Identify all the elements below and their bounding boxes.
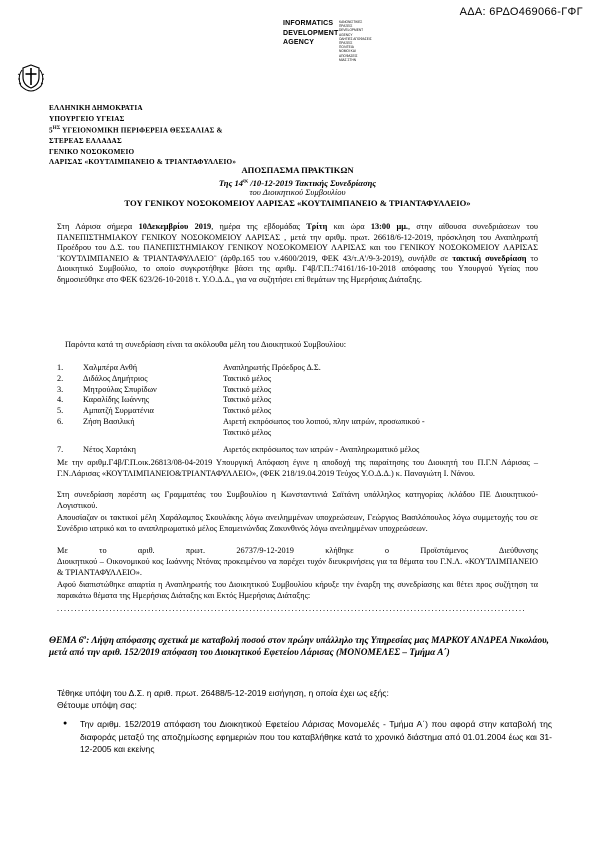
secretary-paragraph: Στη συνεδρίαση παρέστη ως Γραμματέας του Συμβουλίου η Κωνσταντινιά Σαϊτάνη υπάλληλος κατηγορίας /κλάδου ΠΕ Διοικητικού-Λογιστικού. (57, 490, 538, 510)
logo-small: ΑΠΟΦΑΣΕΙΣ (339, 53, 358, 58)
header-line: ΥΠΟΥΡΓΕΙΟ ΥΓΕΙΑΣ (49, 114, 125, 123)
reference-line: Με το αριθ. πρωτ. 26737/9-12-2019 κλήθηκε ο Προϊστάμενος Διεύθυνσης (57, 546, 538, 555)
intro-paragraph: Στη Λάρισα σήμερα 10Δεκεμβρίου 2019, ημέρα της εβδομάδας Τρίτη και ώρα 13:00 μμ., στην αίθουσα συνεδριάσεων του ΠΑΝΕΠΙΣΤΗΜΙΑΚΟΥ ΓΕΝΙΚΟΥ ΝΟΣΟΚΟΜΕΙΟΥ ΛΑΡΙΣΑΣ , μετά την αριθμ. πρωτ. 26618/6-12-2019, πρόσκληση του Αναπληρωτή Προέδρου του Δ.Σ. του ΠΑΝΕΠΙΣΤΗΜΙΑΚΟΥ ΓΕΝΙΚΟΥ ΝΟΣΟΚΟΜΕΙΟΥ ΛΑΡΙΣΑΣ και του ΓΕΝΙΚΟΥ ΝΟΣΟΚΟΜΕΙΟΥ ΛΑΡΙΣΑΣ ¨ΚΟΥΤΛΙΜΠΑΝΕΙΟ & ΤΡΙΑΝΤΑΦΥΛΛΕΙΟ¨ (άρθρ.165 του ν.4600/2019, ΦΕΚ 43/τ.Α'/9-3-2019), συνήλθε σε τακτική συνεδρίαση το Διοικητικό Συμβούλιο, το οποίο συγκροτήθηκε βάσει της αριθμ. Γ4β/Γ.Π.:74161/16-10-2018 απόφασης του Υπουργού Υγείας που δημοσιεύθηκε στο ΦΕΚ 623/26-10-2018 τ. Υ.Ο.Δ.Δ., για να συζητήσει επί θεμάτων της Ημερήσιας Διάταξης. (57, 222, 538, 284)
bullet-paragraph: Την αριθμ. 152/2019 απόφαση του Διοικητικού Εφετείου Λάρισας Μονομελές - Τμήμα Α΄) που αφορά στην καταβολή της διαφοράς μεταξύ της αποζημίωσης εφημεριών που του καταβλήθηκε κατά το χρονικό διάστημα από 01.01.2004 έως και 31-12-2005 και εκείνης (80, 719, 552, 755)
header-line: ΕΛΛΗΝΙΚΗ ΔΗΜΟΚΡΑΤΙΑ (49, 104, 143, 112)
hospital-line: ΤΟΥ ΓΕΝΙΚΟΥ ΝΟΣΟΚΟΜΕΙΟΥ ΛΑΡΙΣΑΣ «ΚΟΥΤΛΙΜΠΑΝΕΙΟ & ΤΡΙΑΝΤΑΦΥΛΛΕΙΟ» (124, 198, 471, 208)
board-line: του Διοικητικού Συμβουλίου (249, 187, 346, 197)
quorum-paragraph: Αφού διαπιστώθηκε απαρτία η Αναπληρωτής του Διοικητικού Συμβουλίου κήρυξε την έναρξη της συνεδρίασης και θέτει προς συζήτηση τα παρακάτω θέματα της Ημερήσιας Διάταξης και Εκτός Ημερήσιας Διάταξης: (57, 580, 538, 600)
logo-small: ΝΟΜΟΙ ΚΑΙ (339, 49, 356, 54)
present-intro: Παρόντα κατά τη συνεδρίαση είναι τα ακόλουθα μέλη του Διοικητικού Συμβουλίου: (65, 340, 347, 349)
informatics-agency-logo (283, 19, 375, 62)
logo-line: AGENCY (283, 39, 315, 47)
header-line: ΓΕΝΙΚΟ ΝΟΣΟΚΟΜΕΙΟ (49, 147, 135, 156)
list-item: 4. Καραλίδης Ιωάννης Τακτικό μέλος (57, 395, 272, 405)
list-item: 6. Ζήση Βασιλική Αιρετή εκπρόσωπος του λοιπού, πλην ιατρών, προσωπικού - (57, 416, 425, 426)
logo-small: DEVELOPMENT AGENCY (339, 28, 364, 37)
list-item: Τακτικό μέλος (223, 427, 272, 437)
header-line: ΛΑΡΙΣΑΣ «ΚΟΥΤΛΙΜΠΑΝΕΙΟ & ΤΡΙΑΝΤΑΦΥΛΛΕΙΟ» (49, 158, 237, 167)
reference-paragraph: Διοικητικού – Οικονομικού κος Ιωάννης Ντόνας προκειμένου να παρέχει τυχόν διευκρινήσεις για τα θέματα του Γ.Ν.Λ. «ΚΟΥΤΛΙΜΠΑΝΕΙΟ & ΤΡΙΑΝΤΑΦΥΛΛΕΙΟ». (57, 557, 538, 577)
list-item: 2. Διδάλος Δημήτριος Τακτικό μέλος (57, 373, 272, 383)
logo-small: ΠΡΑΞΕΙΣ (339, 41, 353, 46)
list-item: 7. Νέτος Χαρτάκη Αιρετός εκπρόσωπος των ιατρών - Αναπληρωματικό μέλος (57, 444, 420, 454)
separator-dots: ...................................................................................................................................... (57, 604, 526, 613)
session-line: Της $14^{\eta\varsigma}$ /10-12-2019 Τακτικής Συνεδρίασης (218, 177, 377, 188)
resignation-paragraph: Με την αριθμ.Γ4β/Γ.Π.οικ.26813/08-04-2019 Υπουργική Απόφαση έγινε η αποδοχή της παραίτησης του Διοικητή του Π.Γ.Ν Λάρισας – Γ.Ν.Λάρισας «ΚΟΥΤΛΙΜΠΑΝΕΙΟ&ΤΡΙΑΝΤΑΦΥΛΛΕΙΟ», (ΦΕΚ 218/19.04.2019 Τεύχος Υ.Ο.Δ.Δ.) κ. Παναγιώτη Ι. Νάνου. (57, 458, 538, 478)
doc-title: ΑΠΟΣΠΑΣΜΑ ΠΡΑΚΤΙΚΩΝ (241, 165, 354, 175)
consider-line: Θέτουμε υπόψη σας: (57, 700, 137, 710)
header-line: ΣΤΕΡΕΑΣ ΕΛΛΑΔΑΣ (49, 137, 122, 146)
absent-paragraph: Απουσίαζαν οι τακτικοί μέλη Χαράλαμπος Σκουλάκης λόγω ανειλημμένων υποχρεώσεων, Γεώργιος Βασιλόπουλος λόγω συμμετοχής του σε Συνέδριο ιατρικό και το αναπληρωματικό μέλος Επαμεινώνδας Ζακυνθινός λόγω ανειλημμένων υποχρεώσεων. (57, 513, 538, 533)
logo-line: DEVELOPMENT (283, 29, 339, 37)
agenda-item-heading: ΘΕΜΑ $6^o$: Λήψη απόφασης σχετικά με καταβολή ποσού στον πρώην υπάλληλο της Υπηρεσίας μας ΜΑΡΚΟΥ ΑΝΔΡΕΑ Νικολάου, μετά από την αριθ. 152/2019 απόφαση του Διοικητικού Εφετείου Λάρισας (ΜΟΝΟΜΕΛΕΣ – Τμήμα Α΄) (49, 635, 549, 659)
logo-small: ΠΟΛΙΤΕΙΑ (339, 45, 354, 50)
logo-small: ΠΡΑΞΕΙΣ (339, 24, 353, 29)
logo-small: ΜΙΑΣ ΣΤΗΝ (339, 57, 357, 62)
greek-emblem-icon (16, 59, 46, 93)
submission-line: Τέθηκε υπόψη του Δ.Σ. η αριθ. πρωτ. 26488/5-12-2019 εισήγηση, η οποία έχει ως εξής: (57, 688, 389, 698)
logo-line: INFORMATICS (283, 20, 334, 27)
list-item: 3. Μητρούλας Σπυρίδων Τακτικό μέλος (57, 384, 272, 394)
bullet-icon: ● (63, 720, 68, 727)
list-item: 5. Αμπατζή Συρματένια Τακτικό μέλος (57, 406, 272, 416)
list-item: 1. Χαλμπέρα Ανθή Αναπληρωτής Πρόεδρος Δ.Σ. (57, 363, 321, 372)
logo-small: ΟΔΗΓΙΕΣ ΑΠΟΦΑΣΕΙΣ (339, 36, 372, 41)
members-list (57, 363, 537, 455)
authority-header (49, 103, 236, 168)
logo-small: ΚΑΝΟΝΙΣΤΙΚΕΣ (339, 20, 363, 24)
header-line: $5^{H\Sigma}$ ΥΓΕΙΟΝΟΜΙΚΗ ΠΕΡΙΦΕΡΕΙΑ ΘΕΣΣΑΛΙΑΣ & (49, 126, 223, 135)
ada-code: ΑΔΑ: 6ΡΔΟ469066-ΓΦΓ (459, 6, 583, 18)
